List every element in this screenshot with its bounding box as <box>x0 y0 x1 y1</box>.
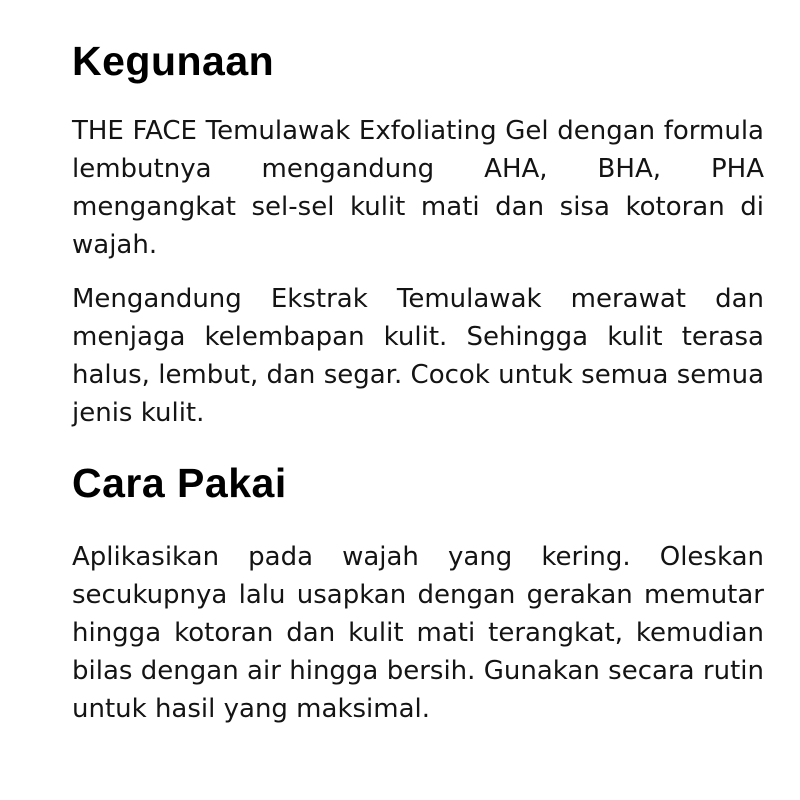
how-to-use-paragraph: Aplikasikan pada wajah yang kering. Oleskan secukupnya lalu usapkan dengan gerakan memutar hingga kotoran dan kulit mati terangkat, kemudian bilas dengan air hingga bersih. Gunakan secara rutin untuk hasil yang maksimal. <box>72 542 764 724</box>
usage-paragraph-extract: Mengandung Ekstrak Temulawak merawat dan menjaga kelembapan kulit. Sehingga kulit terasa halus, lembut, dan segar. Cocok untuk semua semua jenis kulit. <box>72 284 764 428</box>
usage-section <box>72 38 764 432</box>
usage-heading: Kegunaan <box>72 38 275 84</box>
how-to-use-heading: Cara Pakai <box>72 460 287 506</box>
how-to-use-section <box>72 460 764 728</box>
usage-paragraph-benefits: THE FACE Temulawak Exfoliating Gel dengan formula lembutnya mengandung AHA, BHA, PHA mengangkat sel-sel kulit mati dan sisa kotoran di wajah. <box>72 116 764 260</box>
